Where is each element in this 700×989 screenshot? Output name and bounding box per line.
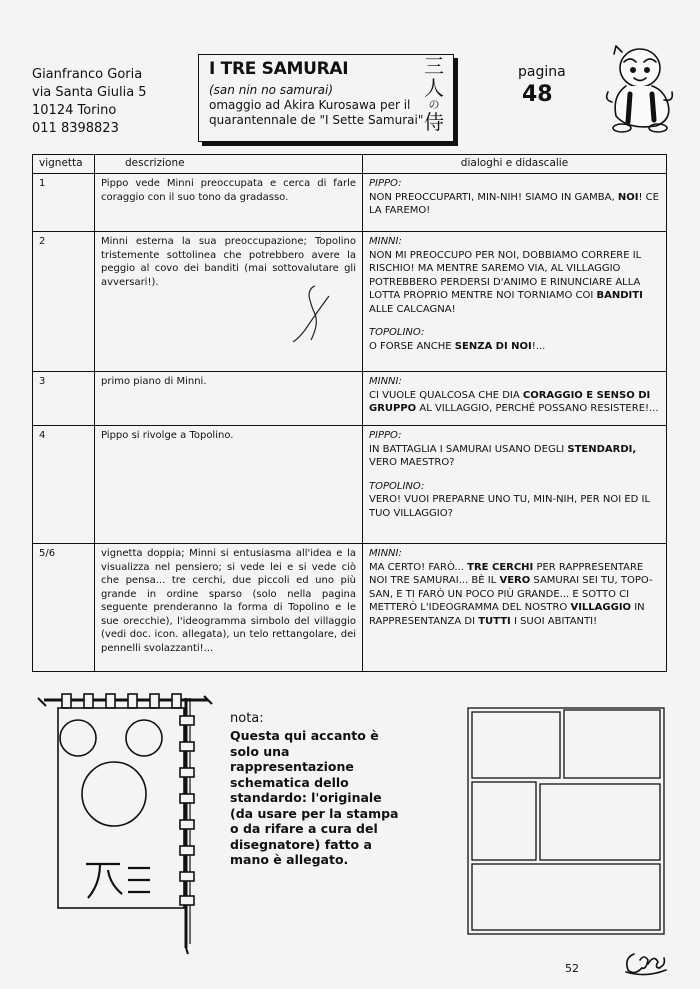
panel-number: 4 <box>33 426 95 544</box>
mascot-illustration <box>600 42 680 138</box>
author-street: via Santa Giulia 5 <box>32 85 147 100</box>
storyboard-table <box>32 154 667 672</box>
banner-schematic <box>36 686 216 956</box>
dialogue-text: IN BATTAGLIA I SAMURAI USANO DEGLI STENDARDI, VERO MAESTRO? <box>369 443 637 468</box>
dialogue-text: O FORSE ANCHE SENZA DI NOI!... <box>369 340 546 352</box>
kanji-char: の <box>428 98 440 111</box>
kanji-char: 三 <box>424 54 444 78</box>
speaker-label: TOPOLINO: <box>369 327 425 338</box>
author-name: Gianfranco Goria <box>32 67 143 82</box>
panel-description: Pippo si rivolge a Topolino. <box>95 426 363 544</box>
dialogue-text: CI VUOLE QUALCOSA CHE DIA CORAGGIO E SENSO DI GRUPPO AL VILLAGGIO, PERCHÉ POSSANO RESISTERE!... <box>369 389 659 414</box>
note-text: Questa qui accanto è solo una rappresentazione schematica dello standardo: l'originale (da usare per la stampa o da rifare a cura del disegnatore) fatto a mano è allegato. <box>230 728 399 867</box>
layout-panel <box>540 784 660 860</box>
speaker-label: TOPOLINO: <box>369 480 425 492</box>
table-row <box>33 426 667 544</box>
layout-panel <box>472 782 536 860</box>
column-header-vignetta: vignetta <box>33 155 95 174</box>
author-address <box>32 66 147 138</box>
speaker-label: PIPPO: <box>369 430 402 441</box>
panel-description: Minni esterna la sua preoccupazione; Topolino tristemente sottolinea che potrebbero avere la peggio al covo dei banditi (mai sottovalutare gli avversari!). <box>95 232 363 372</box>
panel-dialogue <box>363 174 667 232</box>
kanji-char: 侍 <box>424 110 444 134</box>
footer-page-number: 52 <box>565 962 579 975</box>
dialogue-text: NON MI PREOCCUPO PER NOI, DOBBIAMO CORRERE IL RISCHIO! MA MENTRE SAREMO VIA, AL VILLAGGIO POTREBBERO PERDERSI D'ANIMO E RINUNCIARE ALLA LOTTA PROPRIO MENTRE NOI TORNIAMO COI BANDITI ALLE CALCAGNA! <box>369 249 643 315</box>
document-subtitle: (san nin no samurai) <box>209 83 334 97</box>
layout-panel <box>472 864 660 930</box>
page-number: 48 <box>522 82 553 107</box>
table-row <box>33 544 667 672</box>
note-label: nota: <box>230 711 264 726</box>
author-signature <box>622 946 670 978</box>
handwritten-mark <box>285 282 345 346</box>
panel-number: 1 <box>33 174 95 232</box>
kanji-char: 人 <box>424 76 444 100</box>
layout-panel <box>564 710 660 778</box>
dialogue-text: MA CERTO! FARÒ... TRE CERCHI PER RAPPRESENTARE NOI TRE SAMURAI... BÈ IL VERO SAMURAI SEI TU, TOPO-SAN, E TI FARÒ UN POCO PIÙ GRANDE... E SOTTO CI METTERÒ L'IDEOGRAMMA DEL NOSTRO VILLAGGIO IN RAPPRESENTANZA DI TUTTI I SUOI ABITANTI! <box>369 561 653 627</box>
speaker-label: MINNI: <box>369 236 402 247</box>
panel-number: 2 <box>33 232 95 372</box>
table-row <box>33 174 667 232</box>
dialogue-text: VERO! VUOI PREPARNE UNO TU, MIN-NIH, PER NOI ED IL TUO VILLAGGIO? <box>369 494 651 519</box>
author-phone: 011 8398823 <box>32 121 119 136</box>
panel-number: 5/6 <box>33 544 95 672</box>
document-title: I TRE SAMURAI <box>209 59 349 79</box>
panel-description: primo piano di Minni. <box>95 372 363 426</box>
panel-description: Pippo vede Minni preoccupata e cerca di farle coraggio con il suo tono da gradasso. <box>95 174 363 232</box>
tribute-line-2: quarantennale de "I Sette Samurai" <box>209 113 424 127</box>
kanji-title <box>419 55 449 133</box>
panel-dialogue <box>363 544 667 672</box>
speaker-label: MINNI: <box>369 548 402 559</box>
column-header-dialoghi: dialoghi e didascalie <box>363 155 667 174</box>
title-box <box>198 54 454 142</box>
table-header-row <box>33 155 667 174</box>
panel-number: 3 <box>33 372 95 426</box>
page-label: pagina <box>518 64 566 80</box>
author-city: 10124 Torino <box>32 103 117 118</box>
table-row <box>33 232 667 372</box>
layout-panel <box>472 712 560 778</box>
panel-dialogue <box>363 372 667 426</box>
dialogue-text: NON PREOCCUPARTI, MIN-NIH! SIAMO IN GAMBA, NOI! CE LA FAREMO! <box>369 191 659 216</box>
speaker-label: PIPPO: <box>369 178 402 189</box>
speaker-label: MINNI: <box>369 376 402 387</box>
panel-dialogue <box>363 232 667 372</box>
page-layout-thumbnail <box>466 706 666 936</box>
panel-dialogue <box>363 426 667 544</box>
column-header-descrizione: descrizione <box>95 155 363 174</box>
tribute-line-1: omaggio ad Akira Kurosawa per il <box>209 98 411 112</box>
panel-description: vignetta doppia; Minni si entusiasma all'idea e la visualizza nel pensiero; si vede lei e si vede ciò che pensa... tre cerchi, due piccoli ed uno più grande in ordine sparso (solo nella pagina seguente prenderanno la forma di Topolino e le sue orecchie), l'ideogramma simbolo del villaggio (vedi doc. icon. allegata), un telo rettangolare, dei pennelli svolazzanti!... <box>95 544 363 672</box>
table-row <box>33 372 667 426</box>
